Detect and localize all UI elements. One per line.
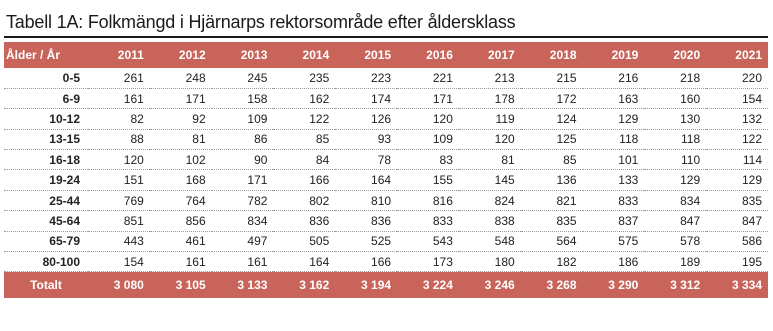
table-cell: 245: [212, 68, 274, 88]
total-cell: 3 290: [608, 278, 639, 293]
table-cell: 810: [335, 190, 397, 210]
table-cell: 109: [397, 129, 459, 149]
table-cell: 120: [459, 129, 521, 149]
year-header: 2021: [735, 48, 762, 62]
table-cell: 172: [521, 88, 583, 108]
table-cell: 833: [583, 190, 645, 210]
table-cell: 180: [459, 252, 521, 272]
table-cell: 164: [335, 170, 397, 190]
table-cell: 132: [706, 109, 768, 129]
table-cell: 836: [335, 211, 397, 231]
table-cell: 443: [88, 231, 150, 251]
table-cell: 85: [521, 150, 583, 170]
total-cell: 3 105: [175, 278, 206, 293]
table-cell: 218: [644, 68, 706, 88]
table-cell: 124: [521, 109, 583, 129]
table-cell: 120: [88, 150, 150, 170]
total-cell: 3 224: [422, 278, 453, 293]
table-cell: 847: [706, 211, 768, 231]
total-cell: 3 246: [484, 278, 515, 293]
table-cell: 145: [459, 170, 521, 190]
table-cell: 543: [397, 231, 459, 251]
table-cell: 824: [459, 190, 521, 210]
table-cell: 525: [335, 231, 397, 251]
table-cell: 189: [644, 252, 706, 272]
total-cell: 3 080: [113, 278, 144, 293]
age-class-label: 6-9: [4, 88, 88, 108]
table-cell: 168: [150, 170, 212, 190]
table-cell: 160: [644, 88, 706, 108]
table-cell: 178: [459, 88, 521, 108]
table-cell: 120: [397, 109, 459, 129]
table-cell: 821: [521, 190, 583, 210]
table-cell: 834: [212, 211, 274, 231]
table-cell: 856: [150, 211, 212, 231]
table-cell: 221: [397, 68, 459, 88]
table-cell: 833: [397, 211, 459, 231]
table-cell: 122: [706, 129, 768, 149]
table-cell: 162: [273, 88, 335, 108]
table-cell: 81: [150, 129, 212, 149]
year-header: 2016: [426, 48, 453, 62]
table-row: [4, 109, 768, 129]
table-cell: 136: [521, 170, 583, 190]
table-cell: 182: [521, 252, 583, 272]
table-cell: 161: [212, 252, 274, 272]
year-header: 2011: [117, 48, 144, 62]
table-cell: 83: [397, 150, 459, 170]
table-cell: 118: [583, 129, 645, 149]
table-cell: 174: [335, 88, 397, 108]
total-row: [4, 272, 768, 298]
table-cell: 114: [706, 150, 768, 170]
table-row: [4, 231, 768, 251]
table-cell: 161: [88, 88, 150, 108]
age-class-label: 45-64: [4, 211, 88, 231]
table-cell: 837: [583, 211, 645, 231]
table-cell: 223: [335, 68, 397, 88]
year-header: 2018: [549, 48, 577, 62]
table-row: [4, 68, 768, 88]
table-row: [4, 252, 768, 272]
year-header: 2014: [302, 48, 330, 62]
year-header: 2015: [364, 48, 392, 62]
table-container: [4, 10, 768, 298]
table-cell: 129: [706, 170, 768, 190]
table-cell: 102: [150, 150, 212, 170]
table-cell: 163: [583, 88, 645, 108]
table-cell: 578: [644, 231, 706, 251]
table-cell: 586: [706, 231, 768, 251]
table-cell: 764: [150, 190, 212, 210]
table-row: [4, 170, 768, 190]
table-cell: 129: [583, 109, 645, 129]
table-cell: 505: [273, 231, 335, 251]
age-class-label: 10-12: [4, 109, 88, 129]
table-cell: 158: [212, 88, 274, 108]
table-cell: 171: [150, 88, 212, 108]
total-cell: 3 312: [670, 278, 701, 293]
total-cell: 3 194: [361, 278, 392, 293]
table-cell: 235: [273, 68, 335, 88]
table-row: [4, 211, 768, 231]
total-label: Totalt: [30, 278, 62, 293]
table-cell: 164: [273, 252, 335, 272]
table-row: [4, 88, 768, 108]
age-class-label: 19-24: [4, 170, 88, 190]
age-class-label: 16-18: [4, 150, 88, 170]
table-cell: 154: [88, 252, 150, 272]
table-cell: 835: [521, 211, 583, 231]
year-header: 2019: [611, 48, 639, 62]
table-cell: 171: [212, 170, 274, 190]
total-cell: 3 268: [546, 278, 577, 293]
table-cell: 154: [706, 88, 768, 108]
table-cell: 173: [397, 252, 459, 272]
table-cell: 109: [212, 109, 274, 129]
table-cell: 93: [335, 129, 397, 149]
table-cell: 92: [150, 109, 212, 129]
table-cell: 769: [88, 190, 150, 210]
table-cell: 118: [644, 129, 706, 149]
table-cell: 548: [459, 231, 521, 251]
table-cell: 85: [273, 129, 335, 149]
age-class-label: 80-100: [4, 252, 88, 272]
table-cell: 847: [644, 211, 706, 231]
table-cell: 101: [583, 150, 645, 170]
table-cell: 461: [150, 231, 212, 251]
table-cell: 81: [459, 150, 521, 170]
table-row: [4, 129, 768, 149]
table-cell: 133: [583, 170, 645, 190]
table-cell: 216: [583, 68, 645, 88]
table-row: [4, 150, 768, 170]
table-body: [4, 68, 768, 272]
table-cell: 215: [521, 68, 583, 88]
table-cell: 838: [459, 211, 521, 231]
total-cell: 3 133: [237, 278, 268, 293]
table-cell: 82: [88, 109, 150, 129]
table-cell: 90: [212, 150, 274, 170]
header-row: [4, 42, 768, 68]
table-cell: 213: [459, 68, 521, 88]
age-class-label: 65-79: [4, 231, 88, 251]
table-cell: 119: [459, 109, 521, 129]
table-cell: 834: [644, 190, 706, 210]
table-cell: 155: [397, 170, 459, 190]
population-table: [4, 42, 768, 298]
table-cell: 220: [706, 68, 768, 88]
table-cell: 836: [273, 211, 335, 231]
table-cell: 88: [88, 129, 150, 149]
year-header: 2020: [673, 48, 701, 62]
table-cell: 835: [706, 190, 768, 210]
table-cell: 129: [644, 170, 706, 190]
year-header: 2012: [178, 48, 206, 62]
table-cell: 261: [88, 68, 150, 88]
table-row: [4, 190, 768, 210]
table-cell: 84: [273, 150, 335, 170]
table-cell: 166: [335, 252, 397, 272]
table-cell: 110: [644, 150, 706, 170]
age-class-label: 25-44: [4, 190, 88, 210]
total-cell: 3 334: [731, 278, 762, 293]
table-cell: 497: [212, 231, 274, 251]
year-header: 2013: [240, 48, 268, 62]
table-cell: 186: [583, 252, 645, 272]
table-cell: 86: [212, 129, 274, 149]
table-cell: 125: [521, 129, 583, 149]
total-cell: 3 162: [299, 278, 330, 293]
table-cell: 122: [273, 109, 335, 129]
age-class-label: 13-15: [4, 129, 88, 149]
table-cell: 248: [150, 68, 212, 88]
year-header: 2017: [487, 48, 515, 62]
table-title: Tabell 1A: Folkmängd i Hjärnarps rektorsområde efter åldersklass: [4, 10, 768, 38]
table-cell: 816: [397, 190, 459, 210]
table-cell: 564: [521, 231, 583, 251]
table-cell: 782: [212, 190, 274, 210]
table-cell: 195: [706, 252, 768, 272]
table-cell: 851: [88, 211, 150, 231]
age-class-label: 0-5: [4, 68, 88, 88]
table-cell: 802: [273, 190, 335, 210]
table-cell: 78: [335, 150, 397, 170]
corner-header: Ålder / År: [6, 48, 61, 62]
table-cell: 161: [150, 252, 212, 272]
table-cell: 126: [335, 109, 397, 129]
table-cell: 171: [397, 88, 459, 108]
table-cell: 130: [644, 109, 706, 129]
table-cell: 166: [273, 170, 335, 190]
table-cell: 575: [583, 231, 645, 251]
table-cell: 151: [88, 170, 150, 190]
